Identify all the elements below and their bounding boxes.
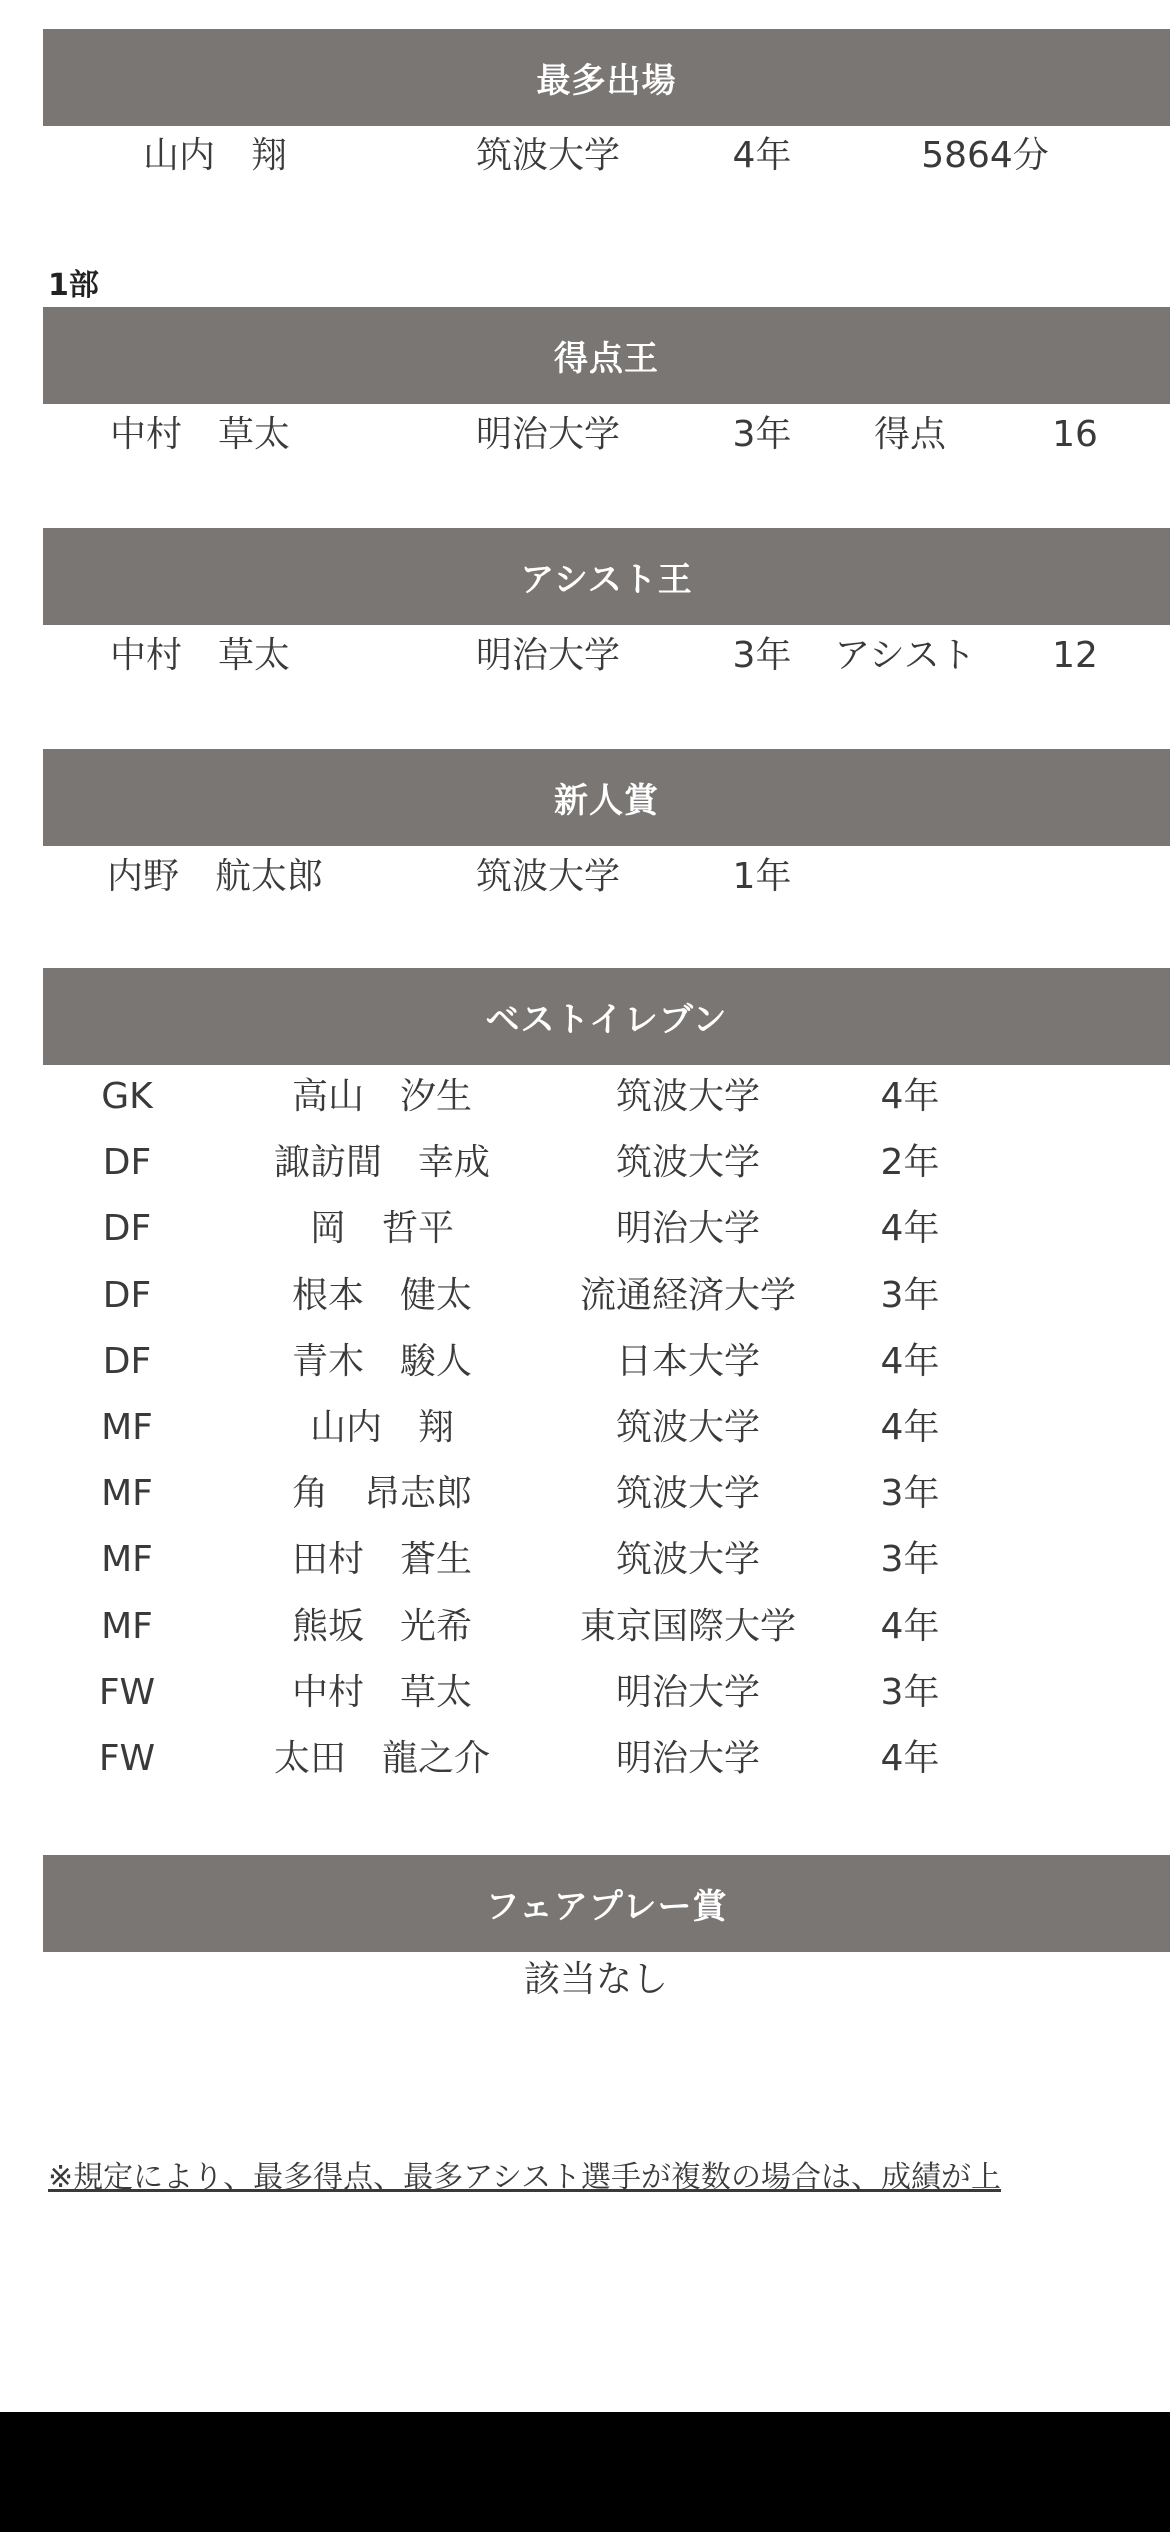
best-eleven-row [0,1663,1170,1723]
best-eleven-row [0,1729,1170,1789]
minutes: 5864分 [921,135,1049,176]
stat-value: 16 [1052,414,1098,455]
position: MF [101,1539,153,1580]
best-eleven-row [0,1133,1170,1193]
university: 筑波大学 [615,1407,761,1448]
rookie-row [0,847,1170,907]
best-eleven-header [43,968,1170,1065]
top-scorer-title: 得点王 [554,339,659,379]
player-name: 諏訪間 幸成 [273,1142,491,1183]
division-label: 1部 [48,268,99,303]
best-eleven-row [0,1332,1170,1392]
best-eleven-row [0,1398,1170,1458]
year: 4年 [880,1076,940,1117]
year: 4年 [880,1208,940,1249]
best-eleven-row [0,1530,1170,1590]
assist-king-title: アシスト王 [520,560,693,600]
year: 3年 [732,635,792,676]
player-name: 岡 哲平 [309,1208,455,1249]
assist-king-header [43,528,1170,625]
best-eleven-row [0,1464,1170,1524]
university: 日本大学 [615,1341,761,1382]
stat-label: 得点 [873,414,947,455]
position: DF [102,1208,152,1249]
year: 4年 [880,1407,940,1448]
university: 筑波大学 [475,135,621,176]
year: 4年 [880,1606,940,1647]
year: 2年 [880,1142,940,1183]
best-eleven-title: ベストイレブン [485,1000,728,1040]
position: FW [98,1738,156,1779]
rules-note: ※規定により、最多得点、最多アシスト選手が複数の場合は、成績が上 [48,2160,1002,2195]
player-name: 中村 草太 [291,1672,473,1713]
year: 1年 [732,856,792,897]
assist-king-row [0,626,1170,686]
university: 東京国際大学 [579,1606,797,1647]
year: 3年 [732,414,792,455]
position: DF [102,1275,152,1316]
player-name: 田村 蒼生 [291,1539,473,1580]
player-name: 中村 草太 [109,414,291,455]
year: 3年 [880,1473,940,1514]
most-appearances-title: 最多出場 [536,61,677,101]
university: 明治大学 [475,414,621,455]
player-name: 内野 航太郎 [106,856,324,897]
university: 流通経済大学 [579,1275,797,1316]
position: DF [102,1341,152,1382]
best-eleven-row [0,1266,1170,1326]
player-name: 根本 健太 [291,1275,473,1316]
top-scorer-row [0,405,1170,465]
university: 明治大学 [475,635,621,676]
rookie-header [43,749,1170,846]
university: 筑波大学 [475,856,621,897]
year: 4年 [732,135,792,176]
university: 明治大学 [615,1738,761,1779]
position: GK [101,1076,153,1117]
black-bottom-band [0,2412,1170,2532]
player-name: 青木 駿人 [291,1341,473,1382]
stat-value: 12 [1052,635,1098,676]
fair-play-value: 該当なし [523,1959,669,2000]
top-scorer-header [43,307,1170,404]
best-eleven-row [0,1597,1170,1657]
university: 筑波大学 [615,1076,761,1117]
fair-play-row [0,1950,1170,2010]
rookie-title: 新人賞 [554,781,659,821]
fair-play-title: フェアプレー賞 [485,1887,728,1927]
university: 筑波大学 [615,1142,761,1183]
position: MF [101,1473,153,1514]
fair-play-header [43,1855,1170,1952]
position: MF [101,1606,153,1647]
position: DF [102,1142,152,1183]
player-name: 角 昂志郎 [291,1473,473,1514]
university: 明治大学 [615,1208,761,1249]
best-eleven-row [0,1199,1170,1259]
university: 筑波大学 [615,1539,761,1580]
player-name: 中村 草太 [109,635,291,676]
most-appearances-header [43,29,1170,126]
year: 4年 [880,1738,940,1779]
year: 3年 [880,1275,940,1316]
year: 4年 [880,1341,940,1382]
best-eleven-row [0,1067,1170,1127]
player-name: 太田 龍之介 [273,1738,491,1779]
player-name: 熊坂 光希 [291,1606,473,1647]
most-appearances-row [0,126,1170,186]
player-name: 山内 翔 [142,135,288,176]
position: MF [101,1407,153,1448]
player-name: 高山 汐生 [291,1076,473,1117]
year: 3年 [880,1539,940,1580]
position: FW [98,1672,156,1713]
player-name: 山内 翔 [309,1407,455,1448]
university: 明治大学 [615,1672,761,1713]
stat-label: アシスト [834,635,976,676]
university: 筑波大学 [615,1473,761,1514]
year: 3年 [880,1672,940,1713]
